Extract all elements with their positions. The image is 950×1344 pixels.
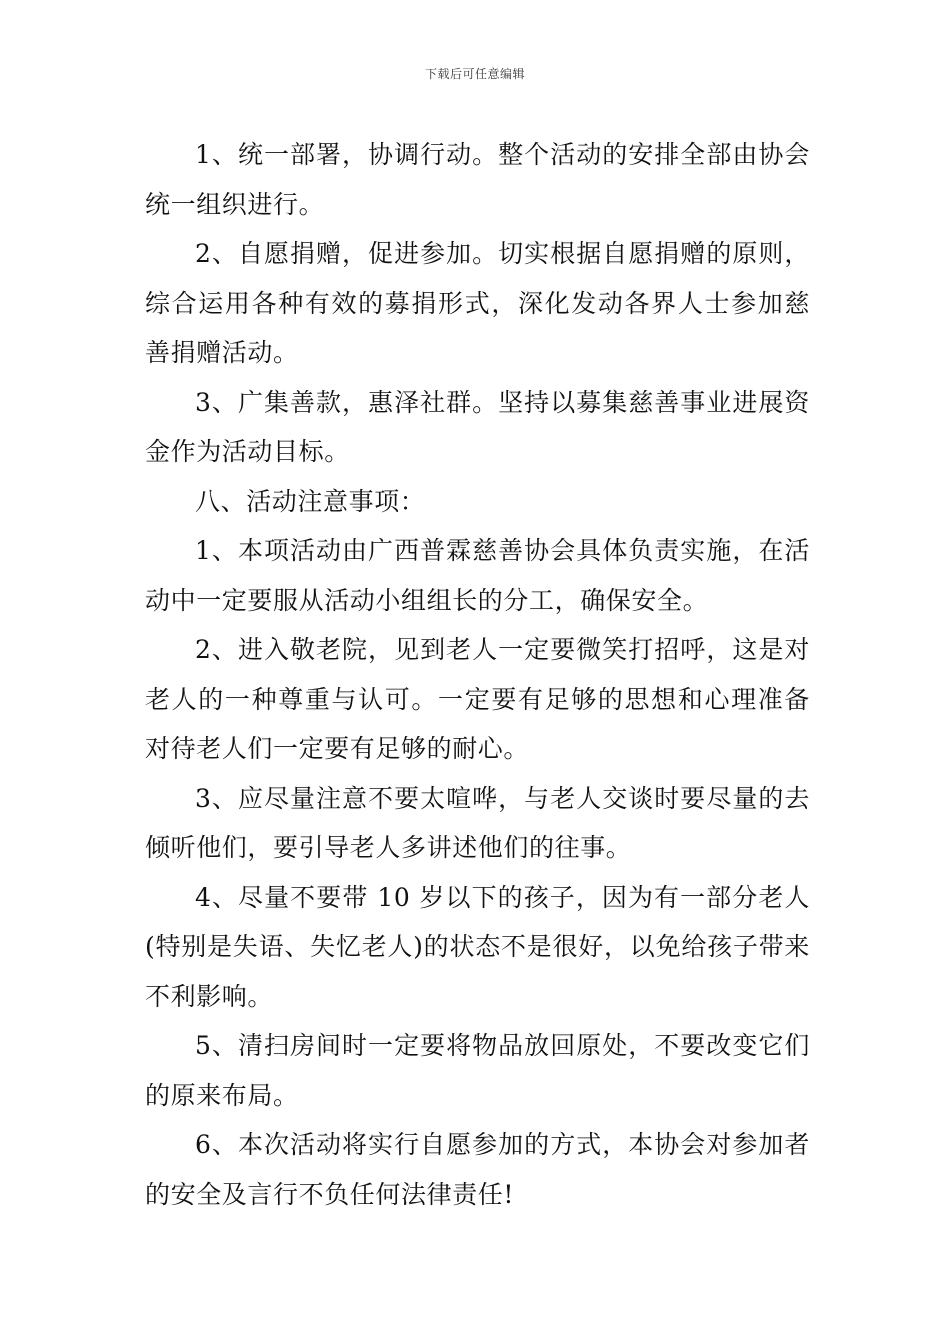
page-header: 下载后可任意编辑 [424,67,525,81]
paragraph-note-3: 3、应尽量注意不要太喧哗，与老人交谈时要尽量的去倾听他们，要引导老人多讲述他们的往事。 [145,783,810,862]
paragraph-principle-1: 1、统一部署，协调行动。整个活动的安排全部由协会统一组织进行。 [145,140,810,219]
paragraph-note-2: 2、进入敬老院，见到老人一定要微笑打招呼，这是对老人的一种尊重与认可。一定要有足够的思想和心理准备对待老人们一定要有足够的耐心。 [145,635,810,763]
paragraph-principle-3: 3、广集善款，惠泽社群。坚持以募集慈善事业进展资金作为活动目标。 [145,387,810,466]
paragraph-principle-2: 2、自愿捐赠，促进参加。切实根据自愿捐赠的原则，综合运用各种有效的募捐形式，深化发动各界人士参加慈善捐赠活动。 [145,239,810,367]
paragraph-note-5: 5、清扫房间时一定要将物品放回原处，不要改变它们的原来布局。 [145,1031,810,1110]
paragraph-note-6: 6、本次活动将实行自愿参加的方式，本协会对参加者的安全及言行不负任何法律责任! [145,1130,810,1209]
section-heading-notes: 八、活动注意事项： [195,486,426,516]
document-body [145,130,810,1219]
paragraph-note-4: 4、尽量不要带 10 岁以下的孩子，因为有一部分老人(特别是失语、失忆老人)的状态不是很好，以免给孩子带来不利影响。 [145,882,810,1011]
paragraph-note-1: 1、本项活动由广西普霖慈善协会具体负责实施，在活动中一定要服从活动小组组长的分工，确保安全。 [145,536,810,615]
